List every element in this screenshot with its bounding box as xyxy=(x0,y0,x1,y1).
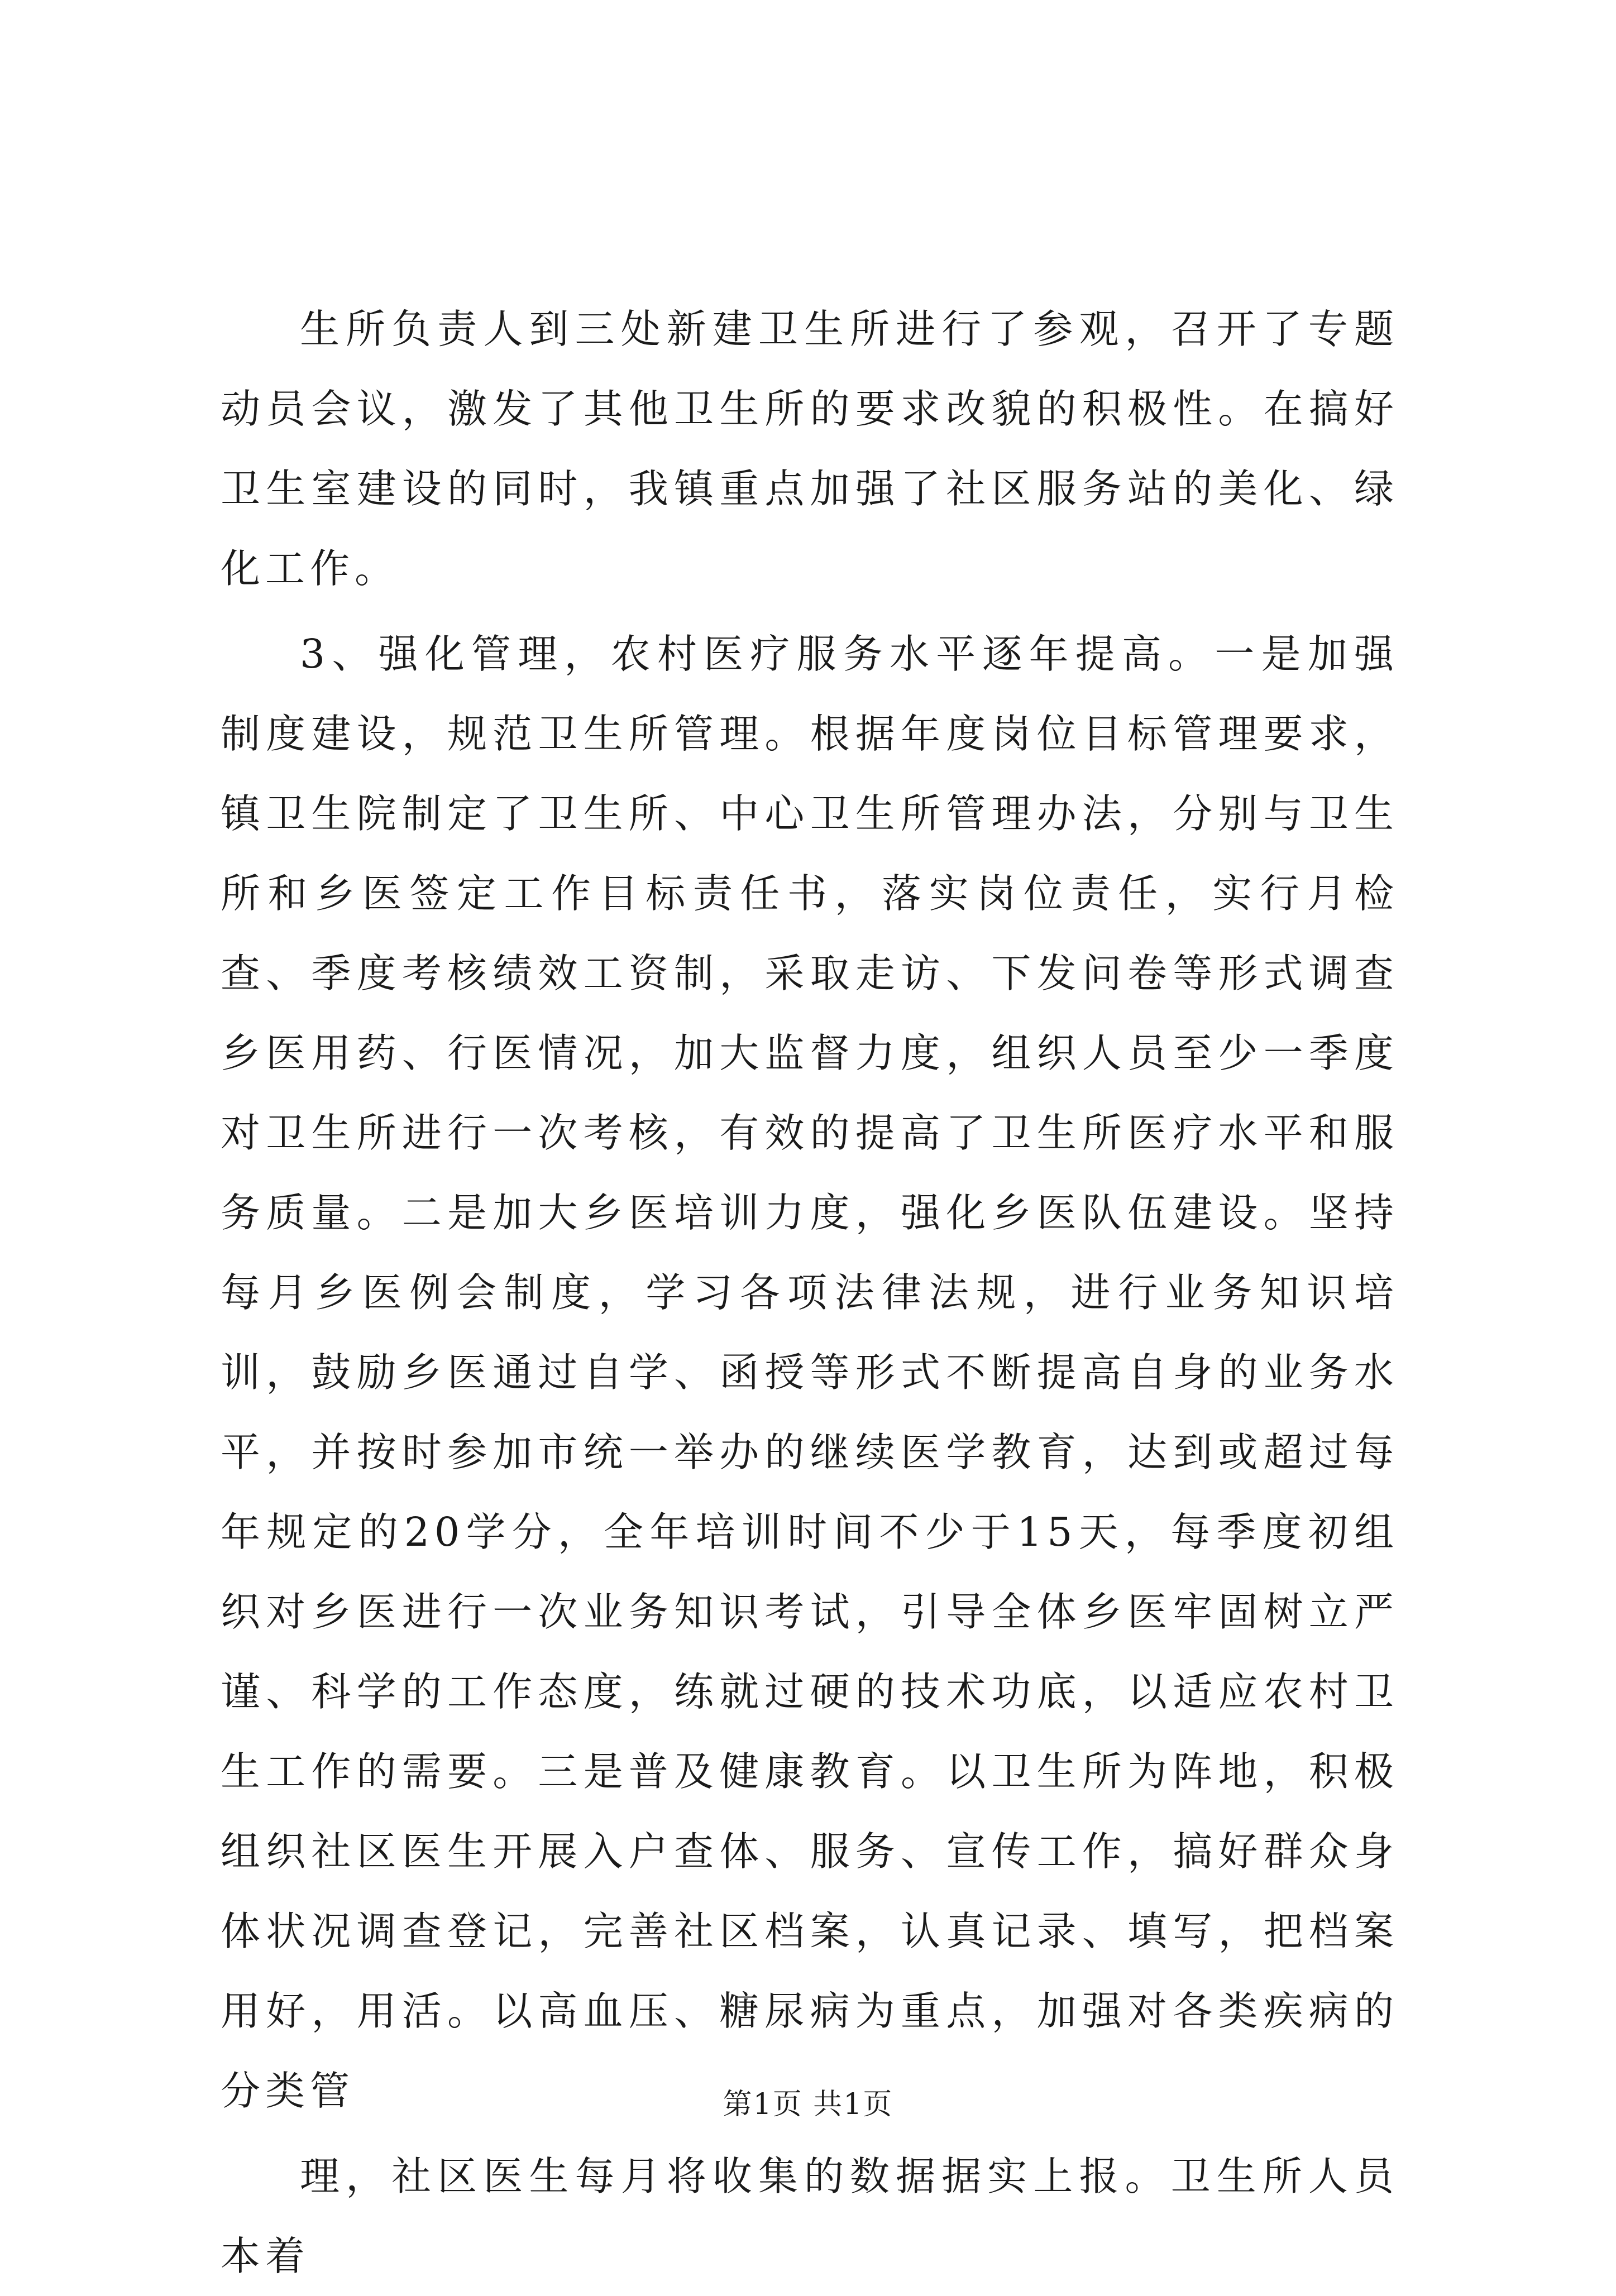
page-footer: 第1页 共1页 xyxy=(723,2088,893,2121)
paragraph-2: 3、强化管理，农村医疗服务水平逐年提高。一是加强制度建设，规范卫生所管理。根据年度岗位目标管理要求，镇卫生院制定了卫生所、中心卫生所管理办法，分别与卫生所和乡医签定工作目标责任书，落实岗位责任，实行月检查、季度考核绩效工资制，采取走访、下发问卷等形式调查乡医用药、行医情况，加大监督力度，组织人员至少一季度对卫生所进行一次考核，有效的提高了卫生所医疗水平和服务质量。二是加大乡医培训力度，强化乡医队伍建设。坚持每月乡医例会制度，学习各项法律法规，进行业务知识培训，鼓励乡医通过自学、函授等形式不断提高自身的业务水平，并按时参加市统一举办的继续医学教育，达到或超过每年规定的20学分，全年培训时间不少于15天，每季度初组织对乡医进行一次业务知识考试，引导全体乡医牢固树立严谨、科学的工作态度，练就过硬的技术功底，以适应农村卫生工作的需要。三是普及健康教育。以卫生所为阵地，积极组织社区医生开展入户查体、服务、宣传工作，搞好群众身体状况调查登记，完善社区档案，认真记录、填写，把档案用好，用活。以高血压、糖尿病为重点，加强对各类疾病的分类管 xyxy=(221,631,1399,2114)
paragraph-1: 生所负责人到三处新建卫生所进行了参观，召开了专题动员会议，激发了其他卫生所的要求改貌的积极性。在搞好卫生室建设的同时，我镇重点加强了社区服务站的美化、绿化工作。 xyxy=(221,306,1399,592)
paragraph-3: 理，社区医生每月将收集的数据据实上报。卫生所人员本着 xyxy=(221,2153,1399,2279)
document-body xyxy=(221,289,1399,2296)
